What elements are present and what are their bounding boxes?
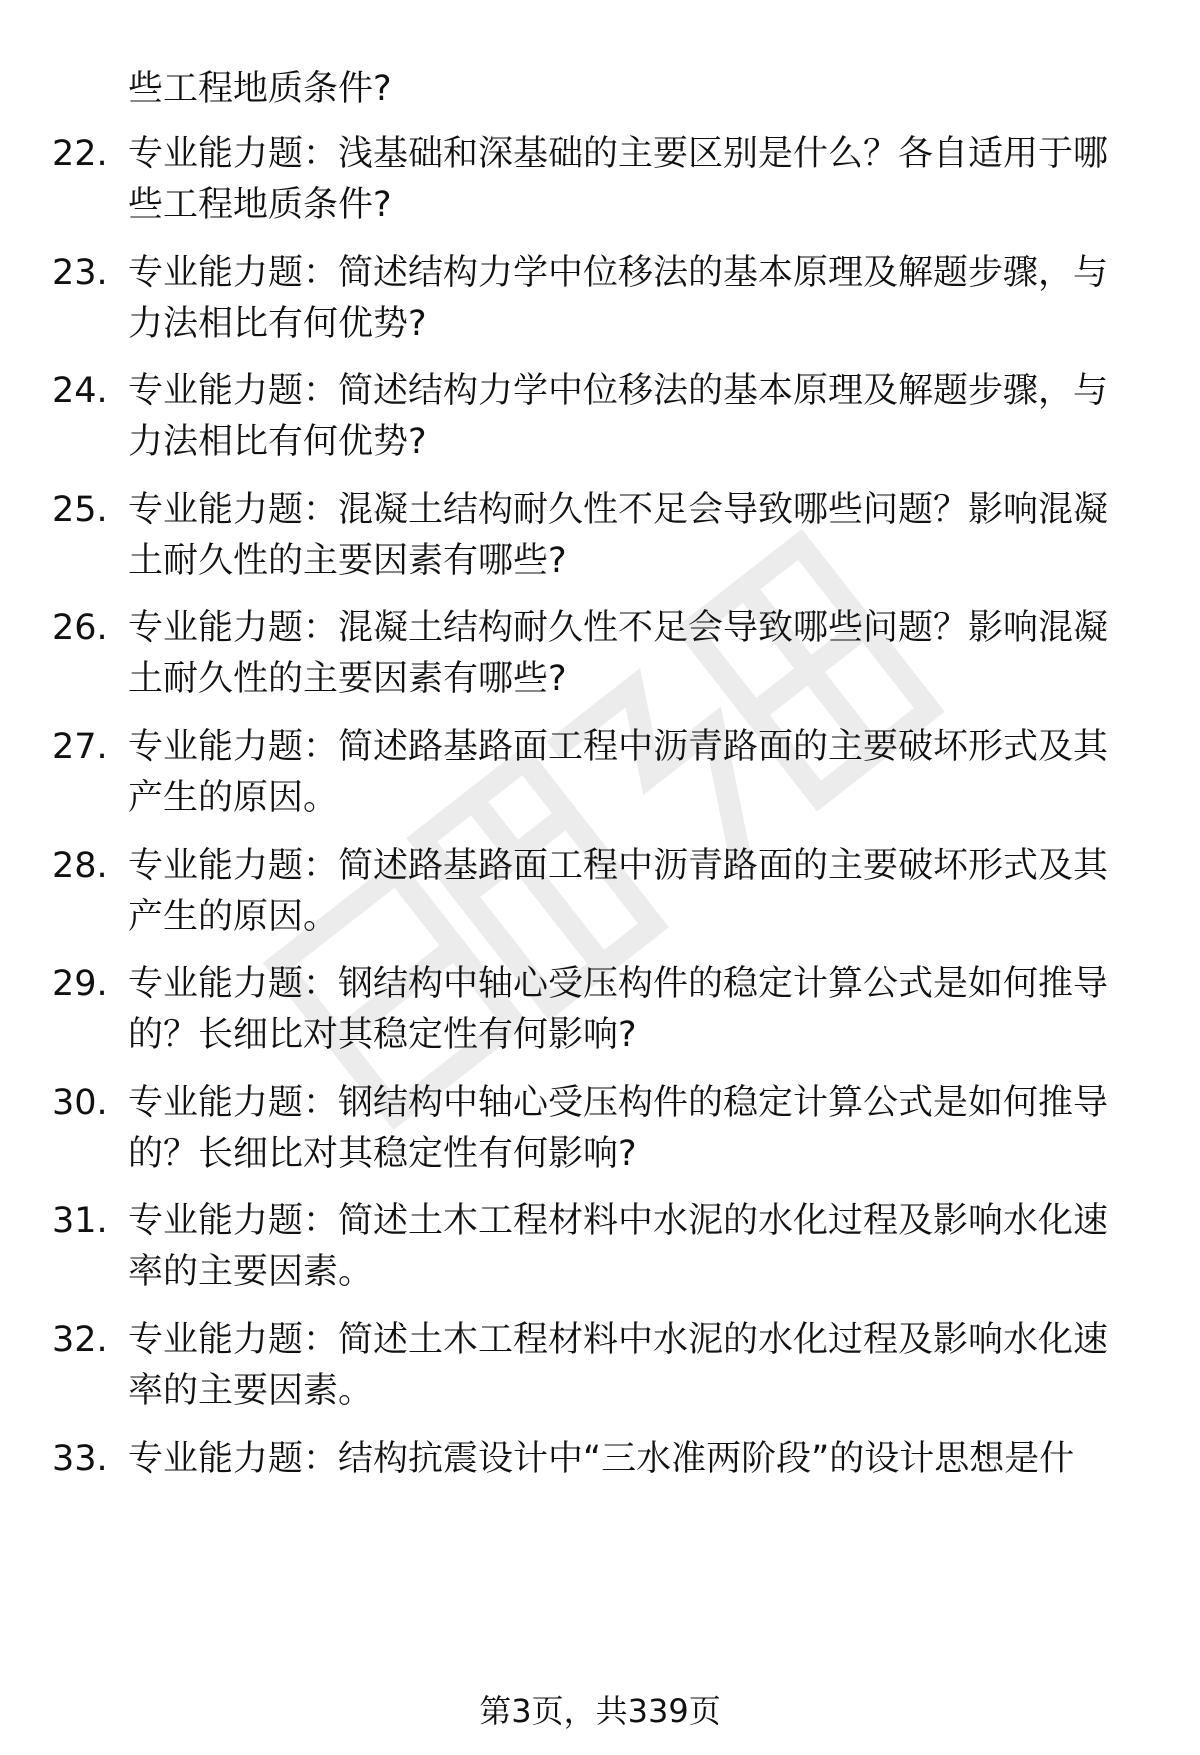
item-text-line2: 土耐久性的主要因素有哪些?: [128, 659, 567, 699]
item-text-line1: 专业能力题：混凝土结构耐久性不足会导致哪些问题？影响混凝: [128, 490, 1109, 530]
item-number: 25.: [52, 490, 108, 530]
item-text-line1: 专业能力题：简述土木工程材料中水泥的水化过程及影响水化速: [128, 1320, 1109, 1360]
item-text-line1: 专业能力题：浅基础和深基础的主要区别是什么？各自适用于哪: [128, 134, 1109, 174]
list-item: [0, 841, 1200, 951]
list-item: [0, 1078, 1200, 1188]
item-number: 24.: [52, 371, 108, 411]
item-text-line2: 率的主要因素。: [128, 1371, 374, 1411]
item-number: 27.: [52, 727, 108, 767]
item-21-continuation: 些工程地质条件?: [128, 69, 392, 109]
list-item: [0, 485, 1200, 595]
item-text-line1: 专业能力题：简述路基路面工程中沥青路面的主要破坏形式及其: [128, 846, 1109, 886]
list-item: [0, 1196, 1200, 1306]
item-text-line1: 专业能力题：简述路基路面工程中沥青路面的主要破坏形式及其: [128, 727, 1109, 767]
list-item: [0, 959, 1200, 1069]
item-text-line1: 专业能力题：简述土木工程材料中水泥的水化过程及影响水化速: [128, 1201, 1109, 1241]
item-text-line2: 的？长细比对其稳定性有何影响?: [128, 1015, 637, 1055]
list-item: [0, 366, 1200, 476]
item-text-line2: 力法相比有何优势?: [128, 304, 427, 344]
item-text-line2: 些工程地质条件?: [128, 185, 392, 225]
item-text-line1: 专业能力题：简述结构力学中位移法的基本原理及解题步骤，与: [128, 371, 1109, 411]
list-item: [0, 129, 1200, 239]
item-text-line2: 力法相比有何优势?: [128, 422, 427, 462]
list-item: [0, 248, 1200, 358]
list-item: [0, 1315, 1200, 1425]
item-number: 28.: [52, 846, 108, 886]
item-text-line1: 专业能力题：钢结构中轴心受压构件的稳定计算公式是如何推导: [128, 1083, 1109, 1123]
item-number: 29.: [52, 964, 108, 1004]
item-text-line1: 专业能力题：混凝土结构耐久性不足会导致哪些问题？影响混凝: [128, 608, 1109, 648]
item-text-line2: 产生的原因。: [128, 778, 339, 818]
item-text-line2: 土耐久性的主要因素有哪些?: [128, 541, 567, 581]
item-number: 22.: [52, 134, 108, 174]
item-number: 31.: [52, 1201, 108, 1241]
item-text-line1: 专业能力题：结构抗震设计中“三水准两阶段”的设计思想是什: [128, 1439, 1075, 1479]
item-number: 26.: [52, 608, 108, 648]
item-number: 33.: [52, 1439, 108, 1479]
item-number: 32.: [52, 1320, 108, 1360]
item-text-line1: 专业能力题：钢结构中轴心受压构件的稳定计算公式是如何推导: [128, 964, 1109, 1004]
item-text-line2: 的？长细比对其稳定性有何影响?: [128, 1134, 637, 1174]
item-text-line2: 率的主要因素。: [128, 1252, 374, 1292]
list-item: [0, 722, 1200, 832]
item-number: 30.: [52, 1083, 108, 1123]
page-footer: 第3页，共339页: [479, 1692, 721, 1730]
list-item: [0, 603, 1200, 713]
list-item: [0, 1434, 1200, 1544]
item-number: 23.: [52, 253, 108, 293]
item-text-line1: 专业能力题：简述结构力学中位移法的基本原理及解题步骤，与: [128, 253, 1109, 293]
item-text-line2: 产生的原因。: [128, 897, 339, 937]
